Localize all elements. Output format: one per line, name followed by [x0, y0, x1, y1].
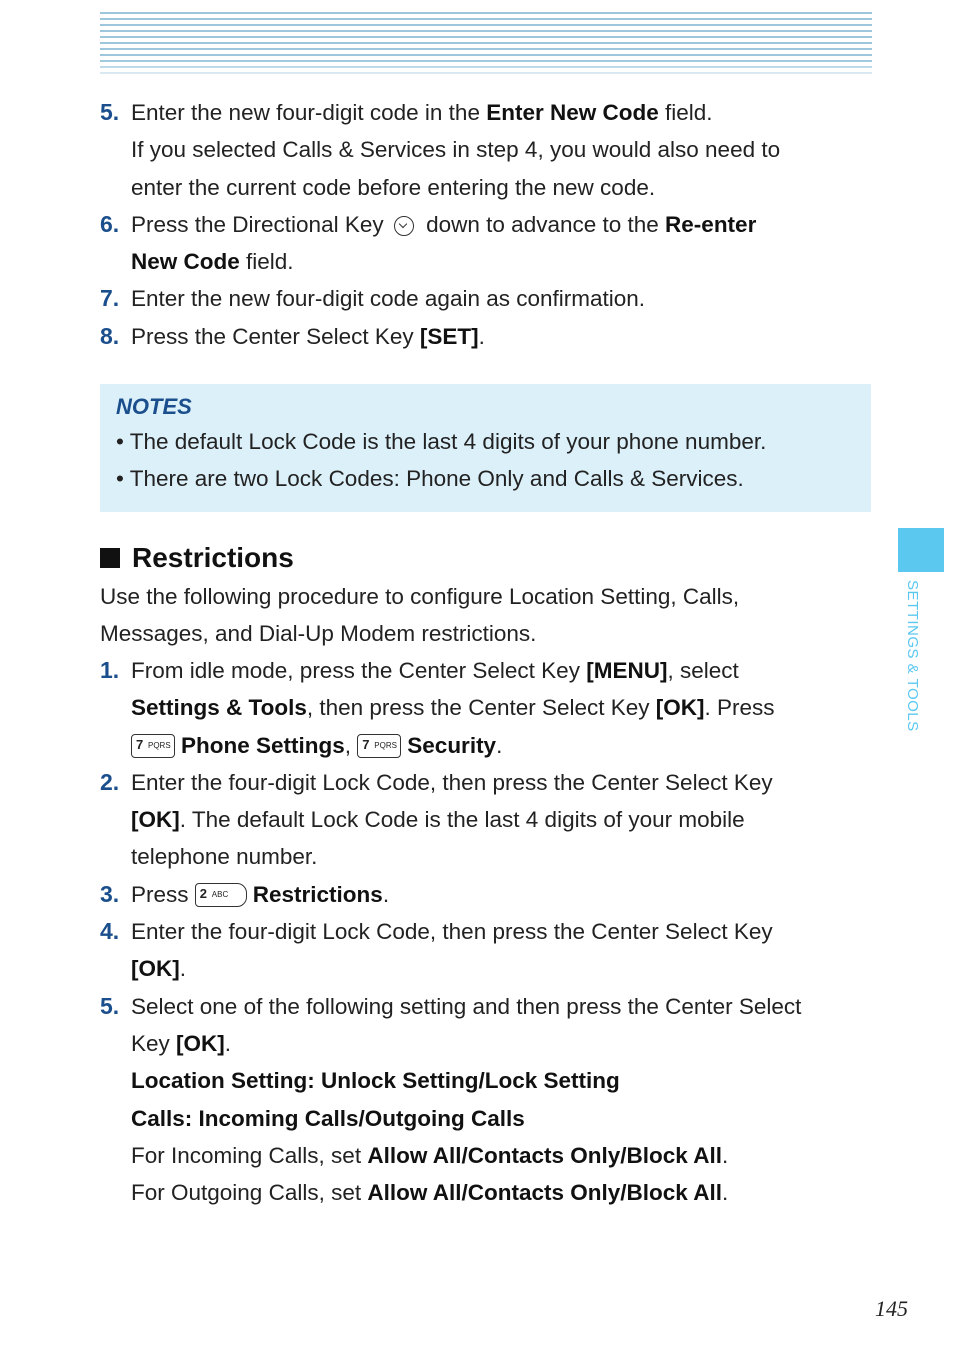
step-emphasis: Restrictions: [252, 881, 383, 907]
step-text: For Outgoing Calls, set: [131, 1180, 368, 1206]
step-line: [100, 838, 875, 875]
step-line: [100, 243, 875, 280]
step-line: [100, 1025, 875, 1062]
step-line: [100, 988, 875, 1025]
step-number: 7.: [100, 285, 120, 312]
step-text: Select one of the following setting and then press the Center Select: [131, 993, 802, 1019]
step-text: . The default Lock Code is the last 4 digits of your mobile: [179, 807, 745, 833]
step-text: Enter the four-digit Lock Code, then press the Center Select Key: [131, 769, 773, 795]
step-line: [100, 1174, 875, 1211]
step-line: [100, 689, 875, 726]
step-text: .: [722, 1180, 729, 1206]
step-emphasis: [OK]: [131, 956, 180, 982]
step-text: Press the Directional Key: [131, 211, 390, 237]
step-emphasis: [OK]: [176, 1030, 225, 1056]
step-number: 5.: [100, 992, 120, 1019]
directional-key-down-icon: [394, 216, 414, 236]
key-digit: 7: [362, 736, 370, 752]
step-text: Key: [131, 1030, 177, 1056]
step-number: 2.: [100, 768, 120, 795]
step-emphasis: Re-enter: [665, 211, 757, 237]
step-number: 8.: [100, 322, 120, 349]
step-emphasis: Calls: Incoming Calls/Outgoing Calls: [131, 1105, 525, 1131]
step-emphasis: Location Setting: Unlock Setting/Lock Setting: [131, 1068, 620, 1094]
step-emphasis: [OK]: [655, 695, 705, 721]
step-line: [100, 652, 875, 689]
step-text: ,: [344, 732, 358, 758]
key-7-icon: [131, 734, 175, 758]
step-number: 1.: [100, 657, 120, 683]
step-emphasis: New Code: [131, 249, 240, 275]
step-text: telephone number.: [131, 844, 318, 870]
step-text: down to advance to the: [419, 211, 666, 237]
section-heading: [100, 540, 294, 576]
step-text: .: [496, 732, 503, 758]
step-line: [100, 913, 875, 950]
step-emphasis: [MENU]: [586, 658, 668, 683]
step-text: .: [478, 323, 485, 349]
key-digit: 7: [136, 736, 144, 752]
step-line: [100, 1062, 875, 1099]
step-line: [100, 131, 875, 168]
step-emphasis: [OK]: [131, 807, 180, 833]
step-text: If you selected Calls & Services in step 4, you would also need to: [131, 137, 781, 163]
step-text: Press the Center Select Key: [131, 323, 420, 349]
note-item: • There are two Lock Codes: Phone Only and Calls & Services.: [116, 466, 744, 491]
key-letters: ABC: [211, 889, 229, 899]
step-text: Enter the four-digit Lock Code, then press the Center Select Key: [131, 919, 773, 945]
step-line: [100, 280, 875, 317]
step-text: .: [382, 881, 390, 907]
key-digit: 2: [199, 885, 207, 901]
step-text: . Press: [704, 695, 775, 721]
step-line: [100, 801, 875, 838]
step-text: field.: [658, 100, 713, 125]
step-text: .: [179, 956, 187, 982]
chapter-tab: [898, 528, 944, 572]
step-number: 6.: [100, 210, 120, 237]
step-text: Press: [131, 881, 195, 907]
step-number: 4.: [100, 918, 120, 945]
step-text: For Incoming Calls, set: [131, 1142, 368, 1168]
step-text: Enter the new four-digit code in the: [131, 100, 487, 125]
step-line: [100, 94, 875, 131]
step-emphasis: Allow All/Contacts Only/Block All: [367, 1142, 722, 1168]
step-emphasis: Settings & Tools: [131, 695, 307, 721]
step-text: field.: [239, 249, 294, 275]
step-emphasis: [SET]: [419, 323, 479, 349]
step-text: .: [224, 1030, 232, 1056]
chapter-label: SETTINGS & TOOLS: [904, 580, 921, 732]
section-title: Restrictions: [132, 542, 294, 573]
step-text: Enter the new four-digit code again as confirmation.: [131, 286, 646, 312]
intro-line: Use the following procedure to configure Location Setting, Calls,: [100, 584, 740, 609]
step-line: [100, 727, 875, 764]
step-line: [100, 950, 875, 987]
step-emphasis: Security: [407, 732, 497, 758]
note-item: • The default Lock Code is the last 4 digits of your phone number.: [116, 429, 767, 454]
key-letters: PQRS: [148, 740, 171, 750]
step-text: enter the current code before entering the new code.: [131, 174, 656, 200]
step-line: [100, 169, 875, 206]
notes-title: NOTES: [116, 394, 192, 419]
restriction-steps: [100, 652, 875, 1211]
step-line: [100, 318, 875, 355]
step-line: [100, 876, 875, 913]
header-decoration: [100, 12, 872, 78]
step-number: 5.: [100, 99, 120, 125]
step-text: From idle mode, press the Center Select Key: [131, 658, 587, 683]
intro-line: Messages, and Dial-Up Modem restrictions.: [100, 621, 537, 647]
lock-code-steps: [100, 94, 875, 355]
key-2-icon: [195, 883, 247, 907]
notes-box: [100, 384, 871, 512]
step-line: [100, 1137, 875, 1174]
step-line: [100, 206, 875, 243]
step-text: .: [721, 1142, 729, 1168]
step-emphasis: Phone Settings: [181, 732, 345, 758]
step-number: 3.: [100, 880, 120, 907]
step-emphasis: Allow All/Contacts Only/Block All: [367, 1180, 722, 1206]
key-letters: PQRS: [374, 740, 397, 750]
square-bullet-icon: [100, 548, 120, 568]
section-intro: [100, 578, 875, 653]
step-line: [100, 1100, 875, 1137]
step-line: [100, 764, 875, 801]
key-7-icon: [357, 734, 401, 758]
step-text: , select: [667, 658, 739, 683]
page-number: 145: [875, 1296, 908, 1321]
step-text: , then press the Center Select Key: [306, 695, 656, 721]
step-emphasis: Enter New Code: [486, 100, 659, 125]
